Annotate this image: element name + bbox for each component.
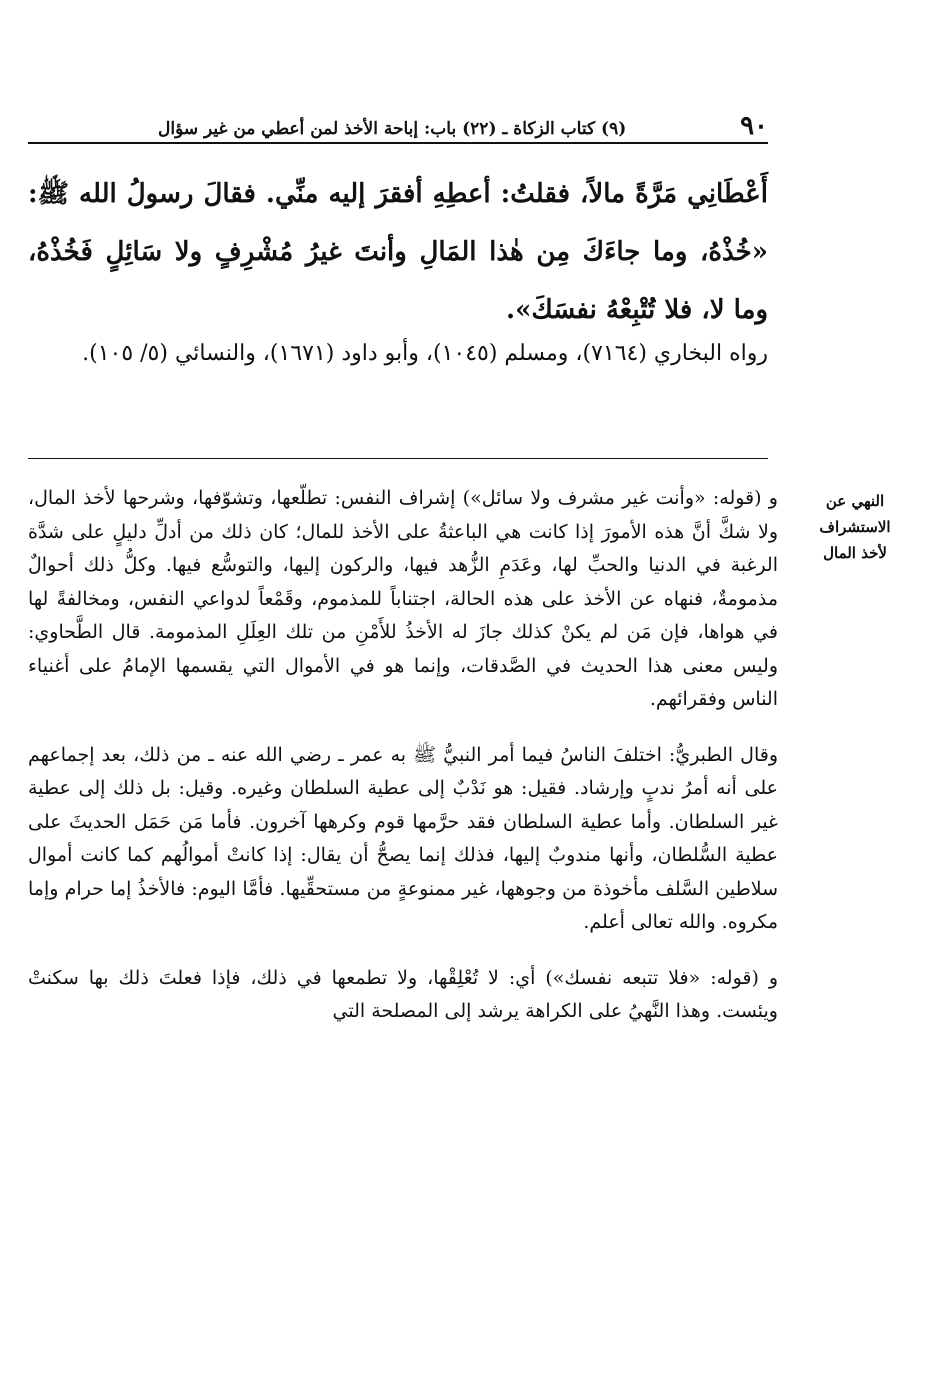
page-header [28, 110, 768, 144]
hadith-text: أَعْطَانِي مَرَّةً مالاً، فقلتُ: أعطِهِ أفقرَ إليه منِّي. فقالَ رسولُ الله ﷺ: «خُذْهُ، وما جاءَكَ مِن هٰذا المَالِ وأنتَ غيرُ مُشْرِفٍ ولا سَائِلٍ فَخُذْهُ، وما لا، فلا تُتْبِعْهُ نفسَكَ». [28, 179, 768, 325]
hadith-block [28, 165, 768, 339]
margin-note-line: لأخذ المال [823, 544, 887, 562]
commentary-paragraph: وقال الطبريُّ: اختلفَ الناسُ فيما أمر النبيُّ ﷺ به عمر ـ رضي الله عنه ـ من ذلك، بعد إجماعهم على أنه أمرُ ندبٍ وإرشاد. فقيل: هو نَدْبٌ إلى عطية السلطان وغيره. وقيل: بل ذلك إلى عطية غير السلطان. وأما عطية السلطان فقد حرَّمها قوم وكرهها آخرون. فأما مَن حَمَل الحديثَ على عطية السُّلطان، وأنها مندوبٌ إليها، فذلك إنما يصحُّ أن يقال: إذا كانتْ أموالُهم كما كانت أموال سلاطين السَّلف مأخوذة من وجوهها، غير ممنوعةٍ من مستحقِّيها. فأمَّا اليوم: فالأخذُ إما حرام وإما مكروه. والله تعالى أعلم. [28, 743, 778, 933]
margin-note-line: النهي عن [825, 492, 885, 510]
margin-note-line: الاستشراف [819, 518, 891, 536]
commentary-block [28, 482, 778, 1051]
commentary-paragraph: و (قوله: «وأنت غير مشرف ولا سائل») إشراف النفس: تطلّعها، وتشوّفها، وشرحها لأخذ المال، ولا شكَّ أنَّ هذه الأمورَ إذا كانت هي الباعثةُ على الأخذ للمال؛ كان ذلك من أدلِّ دليلٍ على شدَّة الرغبة في الدنيا والحبِّ لها، وعَدَمِ الزُّهد فيها، والركون إليها، والتوسُّع فيها. وكلُّ ذلك أحوالٌ مذمومةٌ، فنهاه عن الأخذ على هذه الحالة، اجتناباً للمذموم، وقَمْعاً لدواعي النفس، ومخالفةً لها في هواها، فإن مَن لم يكنْ كذلك جازَ له الأخذُ للأَمْنِ من تلك العِلَلِ المذمومة. قال الطَّحاوي: وليس معنى هذا الحديث في الصَّدقات، وإنما هو في الأموال التي يقسمها الإمامُ على أغنياء الناس وفقرائهم. [28, 487, 778, 710]
citation-block [28, 332, 768, 376]
margin-note [800, 488, 910, 566]
section-divider [28, 458, 768, 459]
page-number: ٩٠ [740, 111, 768, 141]
commentary-paragraph: و (قوله: «فلا تتبعه نفسك») أي: لا تُعْلِقْها، ولا تطمعها في ذلك، فإذا فعلتَ ذلك بها سكنتْ ويئست. وهذا النَّهيُ على الكراهة يرشد إلى المصلحة التي [28, 966, 778, 1022]
running-title: (٩) كتاب الزكاة ـ (٢٢) باب: إباحة الأخذ لمن أعطي من غير سؤال [158, 119, 627, 139]
hadith-citation: رواه البخاري (٧١٦٤)، ومسلم (١٠٤٥)، وأبو داود (١٦٧١)، والنسائي (٥/ ١٠٥). [82, 341, 768, 366]
